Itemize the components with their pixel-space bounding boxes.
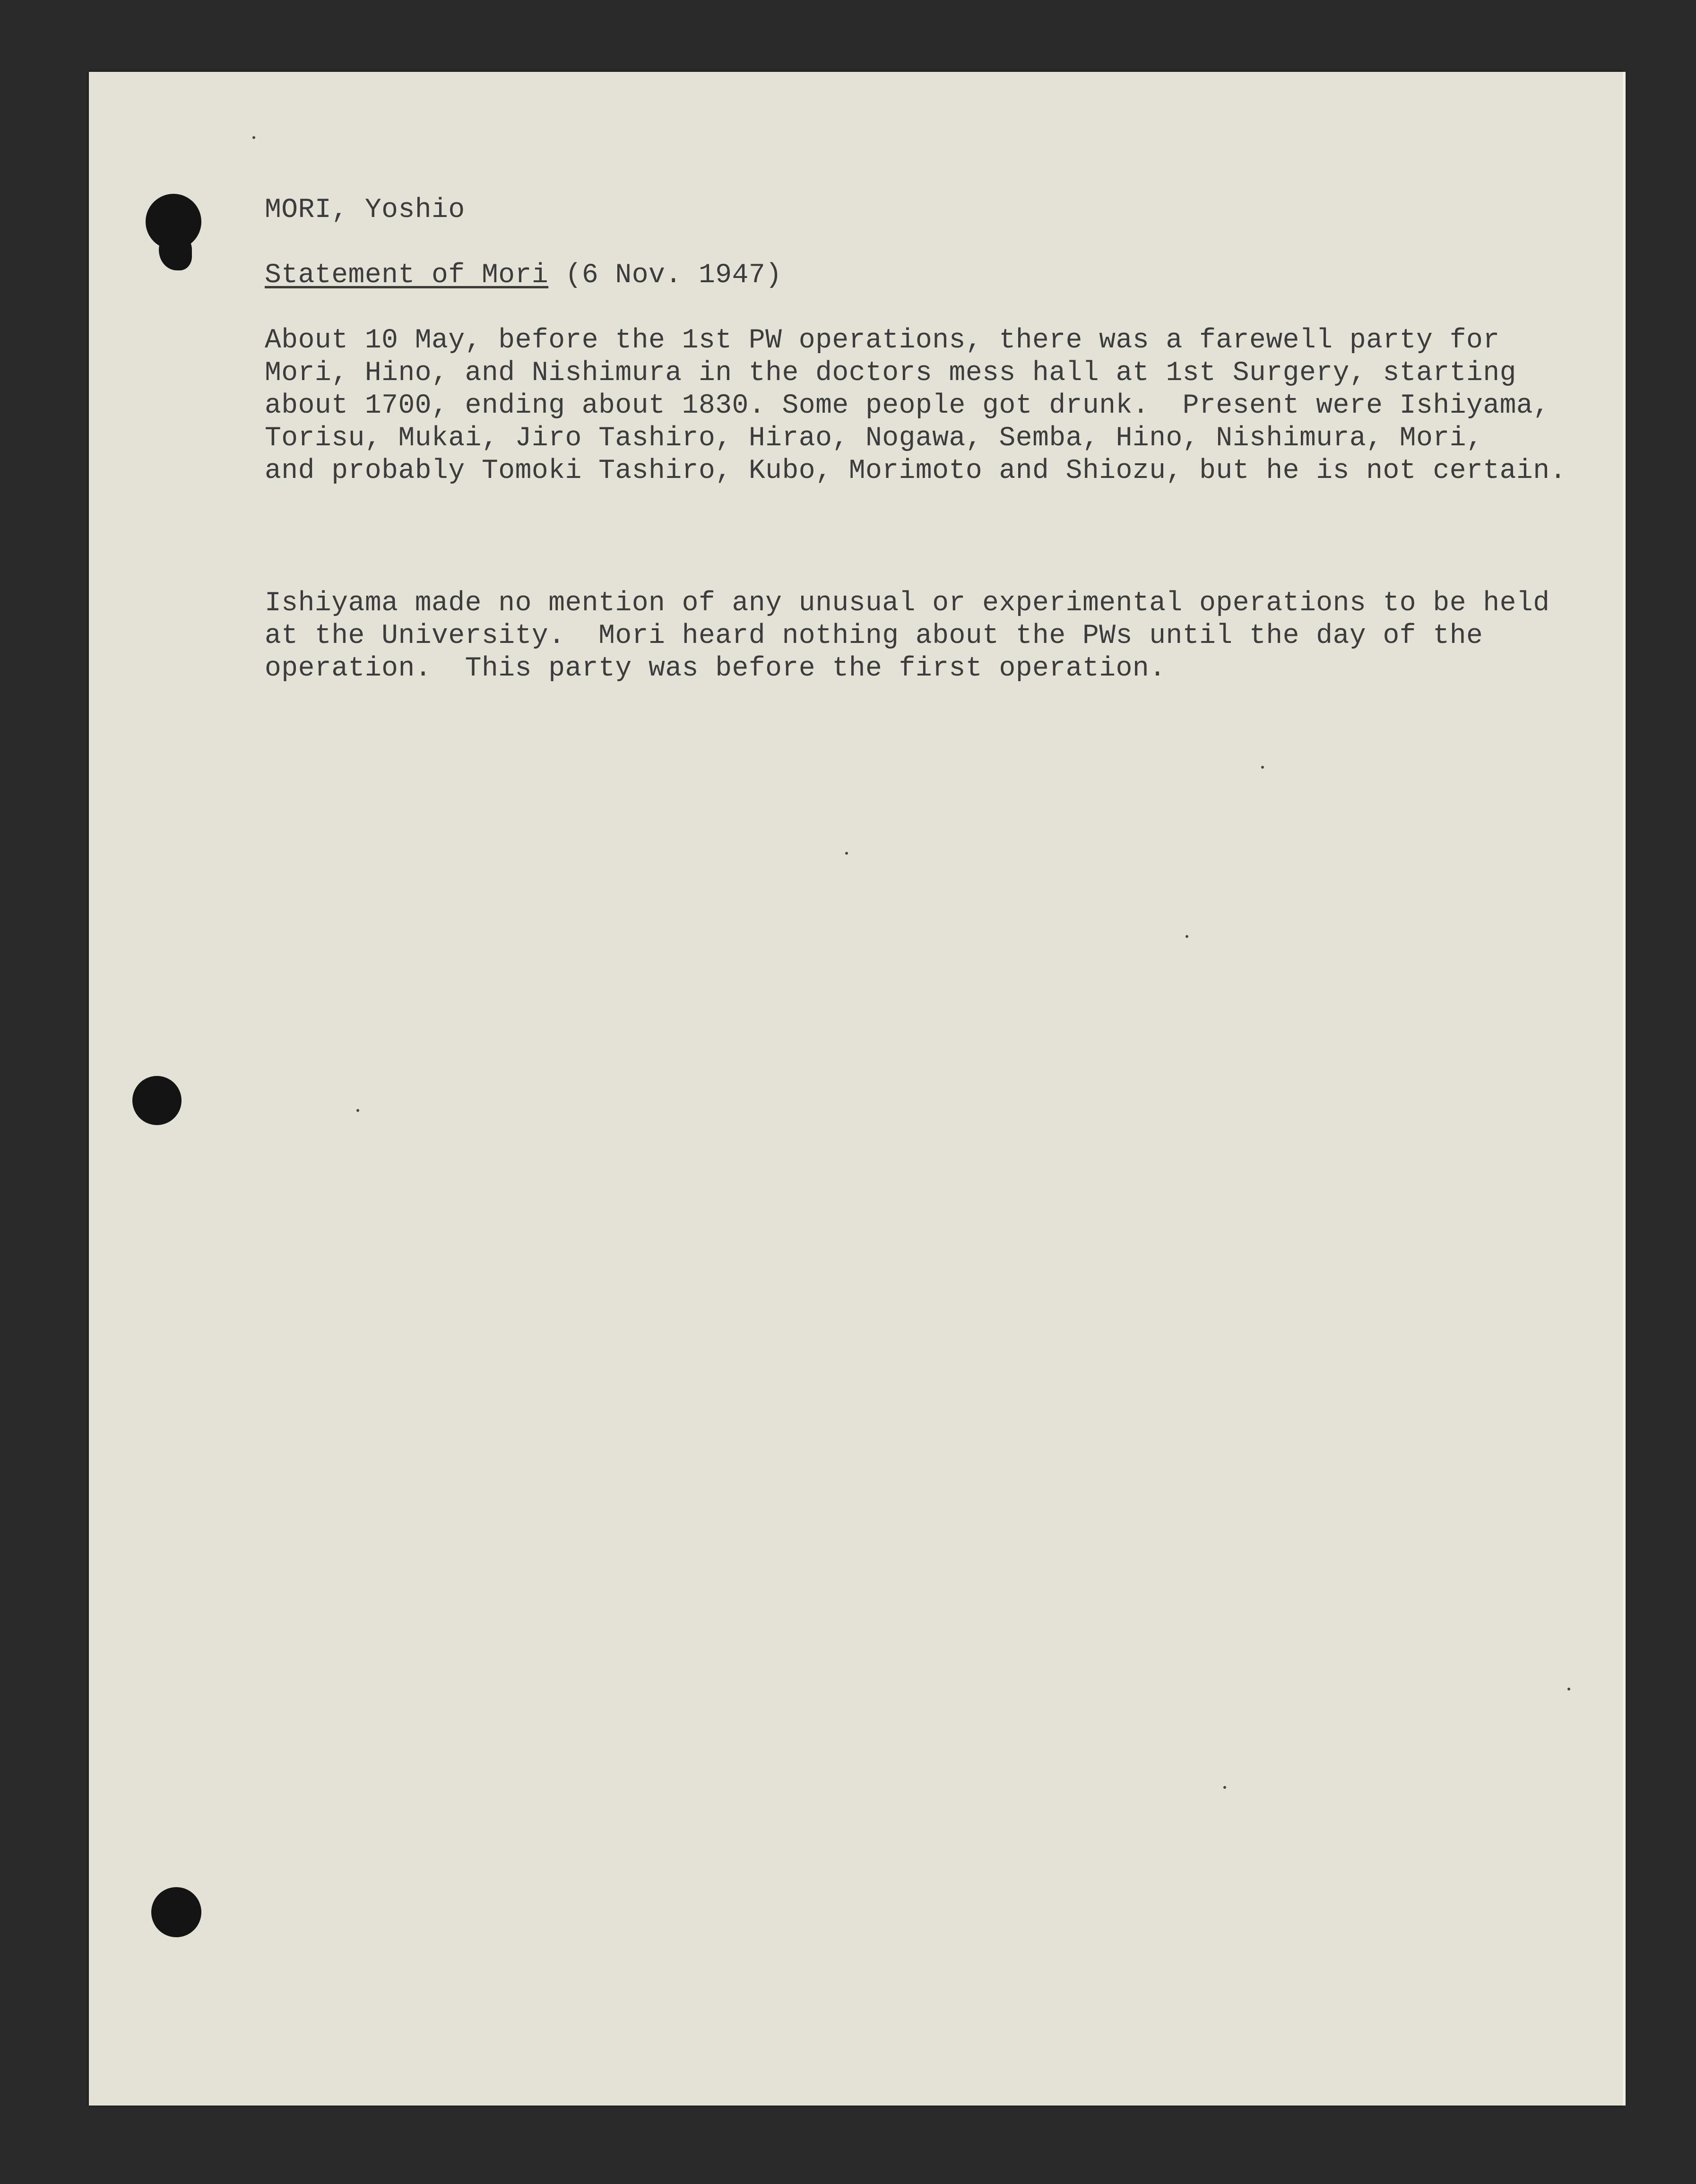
paragraph-1: [265, 324, 1566, 487]
paragraph-line: Ishiyama made no mention of any unusual or experimental operations to be held: [265, 588, 1550, 619]
paragraph-line: about 1700, ending about 1830. Some people got drunk. Present were Ishiyama,: [265, 390, 1550, 421]
paper-speck: [1261, 766, 1264, 769]
paper-speck: [1185, 935, 1188, 938]
punch-hole-bottom: [151, 1887, 201, 1937]
punch-hole-middle: [132, 1076, 182, 1125]
paper-speck: [1223, 1786, 1226, 1789]
document-page: [89, 72, 1623, 2106]
paragraph-line: operation. This party was before the first operation.: [265, 653, 1166, 684]
paper-speck: [252, 136, 255, 139]
punch-hole-top-tear: [159, 233, 192, 270]
paragraph-line: Torisu, Mukai, Jiro Tashiro, Hirao, Nogawa, Semba, Hino, Nishimura, Mori,: [265, 423, 1483, 454]
statement-heading: [265, 259, 782, 292]
paragraph-line: and probably Tomoki Tashiro, Kubo, Morimoto and Shiozu, but he is not certain.: [265, 456, 1566, 486]
paper-edge: [1623, 72, 1626, 2106]
paragraph-line: at the University. Mori heard nothing about the PWs until the day of the: [265, 621, 1483, 651]
statement-title: Statement of Mori: [265, 260, 549, 291]
statement-date: (6 Nov. 1947): [548, 260, 782, 291]
paper-speck: [356, 1109, 359, 1112]
paper-speck: [845, 852, 848, 855]
paragraph-line: Mori, Hino, and Nishimura in the doctors mess hall at 1st Surgery, starting: [265, 358, 1516, 389]
subject-heading: MORI, Yoshio: [265, 195, 465, 225]
paper-speck: [1567, 1688, 1570, 1690]
paragraph-line: About 10 May, before the 1st PW operations, there was a farewell party for: [265, 325, 1500, 356]
paragraph-2: [265, 587, 1550, 685]
